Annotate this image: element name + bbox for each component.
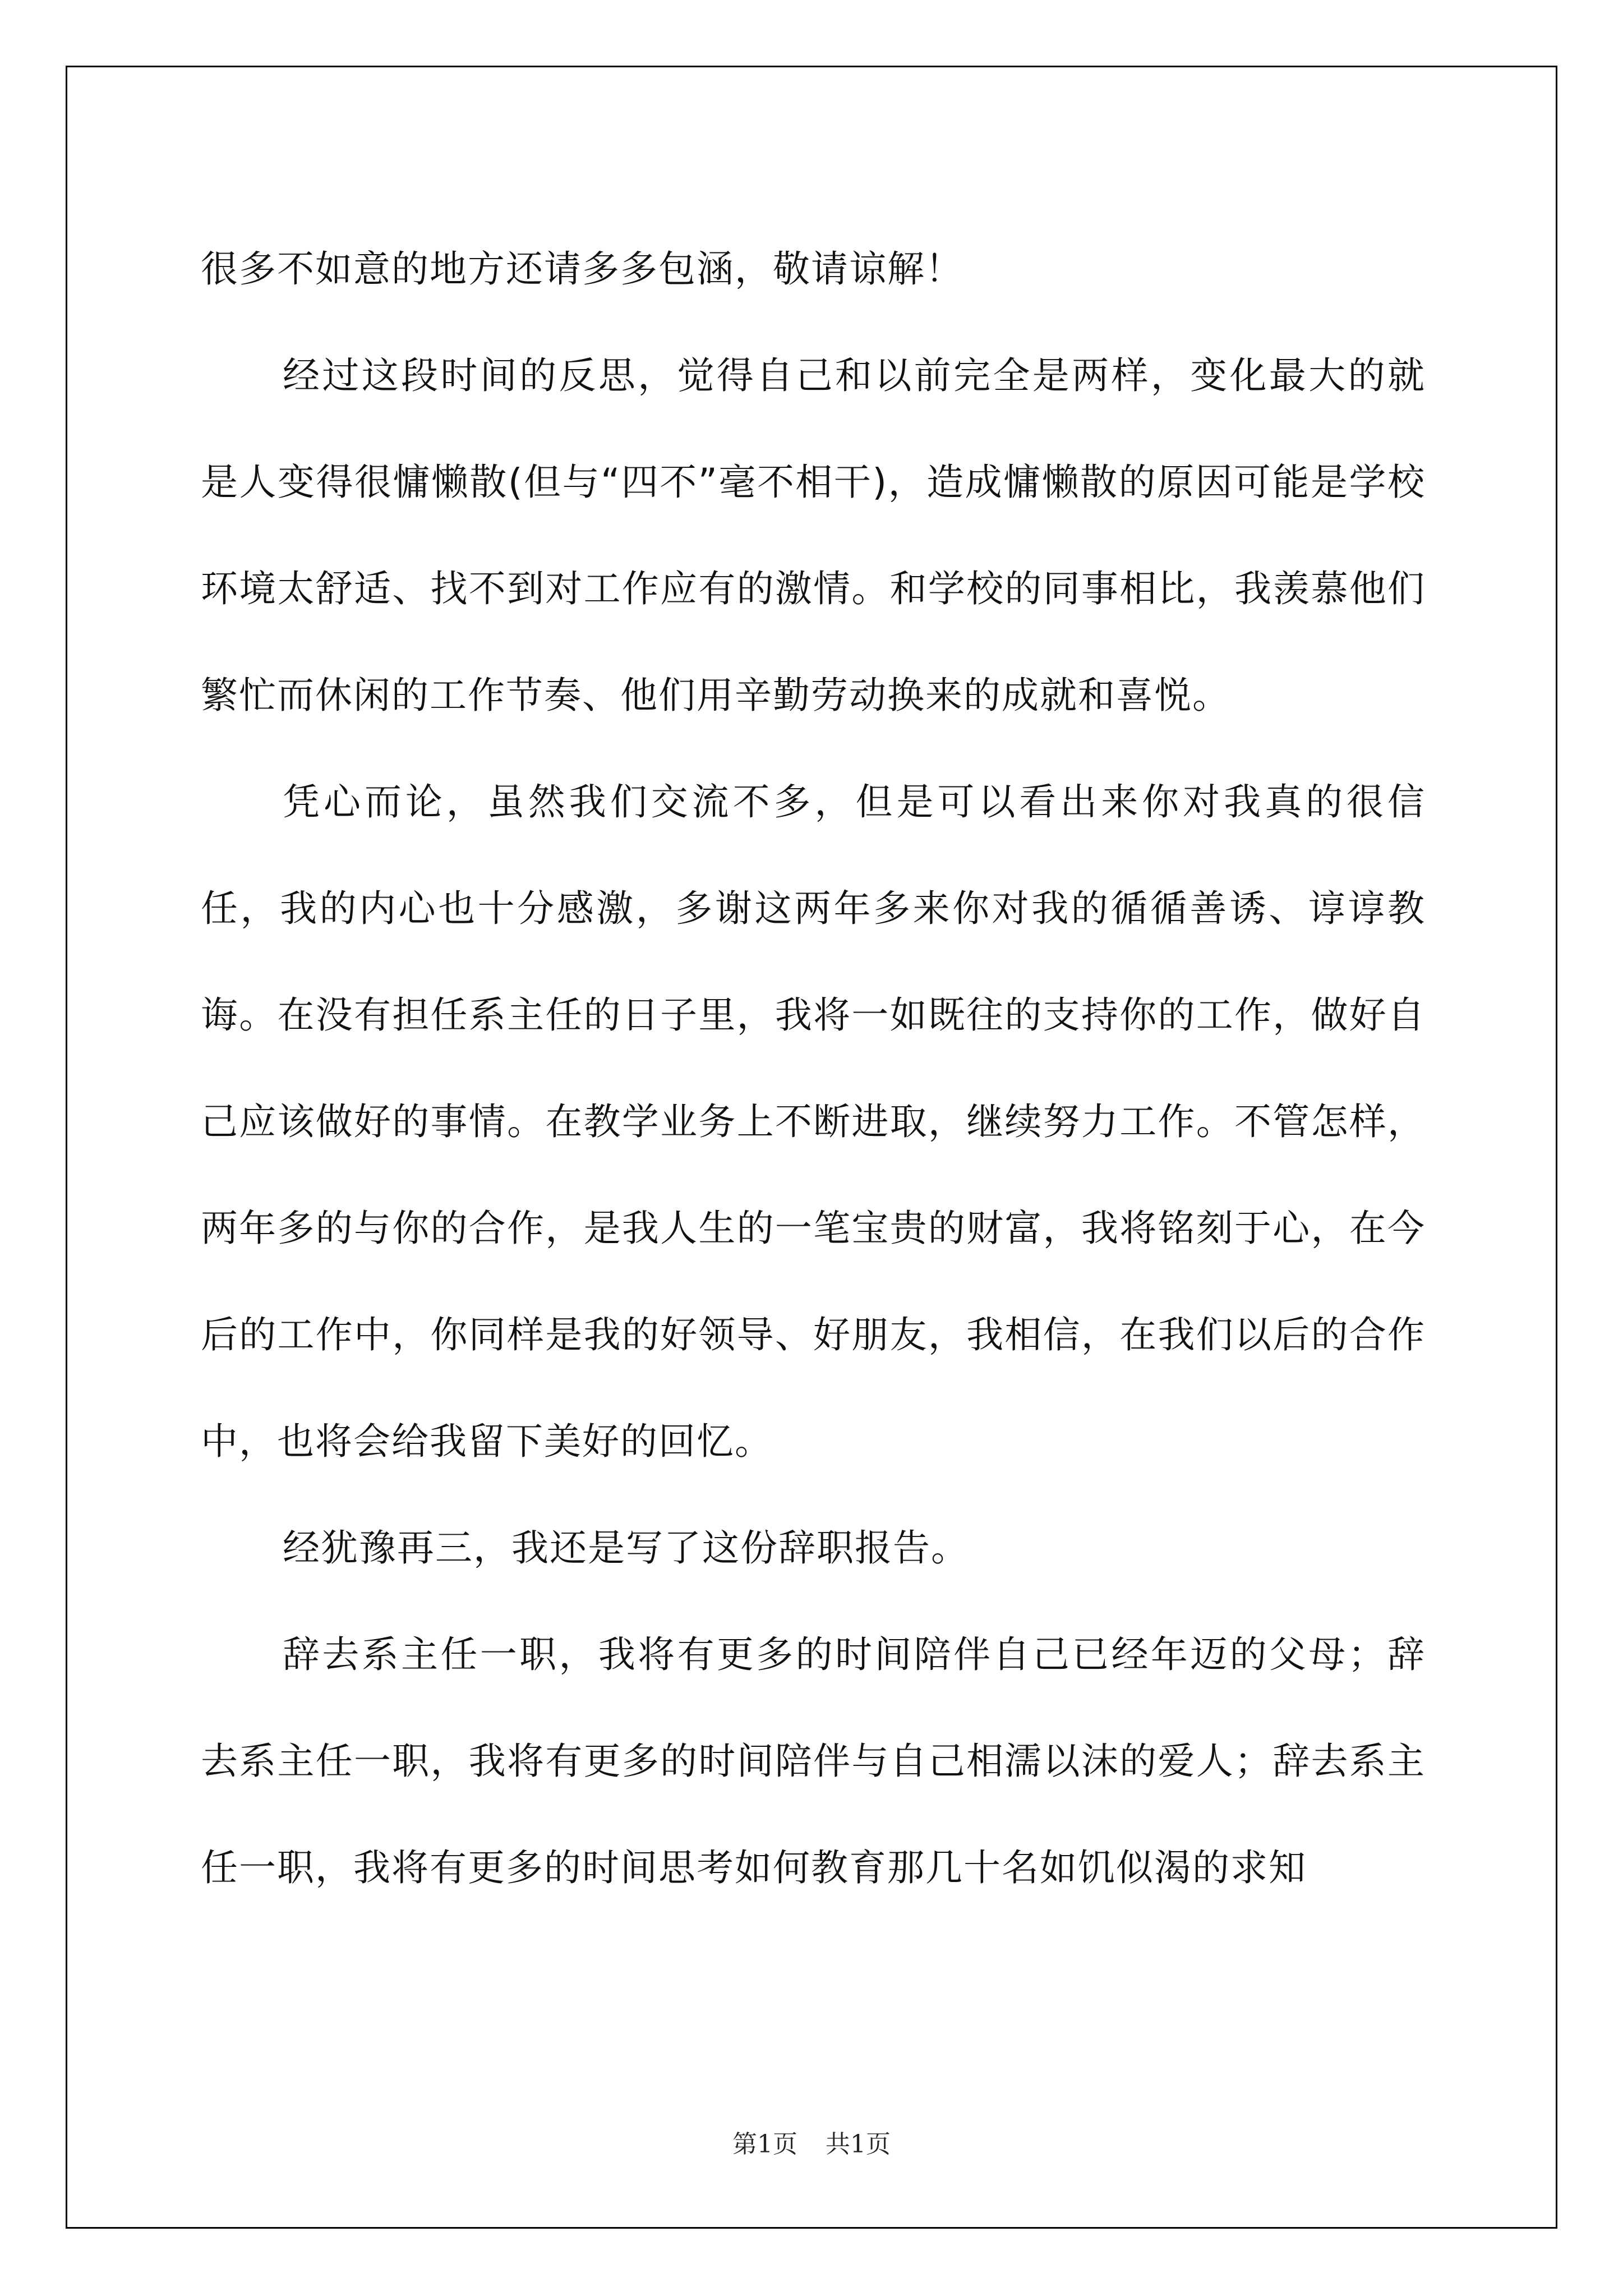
paragraph-4: 经犹豫再三，我还是写了这份辞职报告。 (283, 1526, 969, 1570)
page-number: 第1页 (732, 2130, 797, 2159)
paragraph-5: 辞去系主任一职，我将有更多的时间陪伴自己已经年迈的父母；辞去系主任一职，我将有更多的时间陪伴与自己相濡以沫的爱人；辞去系主任一职，我将有更多的时间思考如何教育那几十名如饥似渴的求知 (201, 1633, 1426, 1889)
paragraph-1: 很多不如意的地方还请多多包涵，敬请谅解！ (201, 247, 963, 291)
paragraph-2: 经过这段时间的反思，觉得自己和以前完全是两样，变化最大的就是人变得很慵懒散(但与“四不”毫不相干)，造成慵懒散的原因可能是学校环境太舒适、找不到对工作应有的激情。和学校的同事相比，我羡慕他们繁忙而休闲的工作节奏、他们用辛勤劳动换来的成就和喜悦。 (201, 354, 1426, 717)
page-footer (0, 2128, 1623, 2161)
document-body (201, 216, 1426, 1921)
paragraph-3: 凭心而论，虽然我们交流不多，但是可以看出来你对我真的很信任，我的内心也十分感激，多谢这两年多来你对我的循循善诱、谆谆教诲。在没有担任系主任的日子里，我将一如既往的支持你的工作，做好自己应该做好的事情。在教学业务上不断进取，继续努力工作。不管怎样，两年多的与你的合作，是我人生的一笔宝贵的财富，我将铭刻于心，在今后的工作中，你同样是我的好领导、好朋友，我相信，在我们以后的合作中，也将会给我留下美好的回忆。 (201, 780, 1426, 1463)
page-total: 共1页 (826, 2130, 891, 2159)
